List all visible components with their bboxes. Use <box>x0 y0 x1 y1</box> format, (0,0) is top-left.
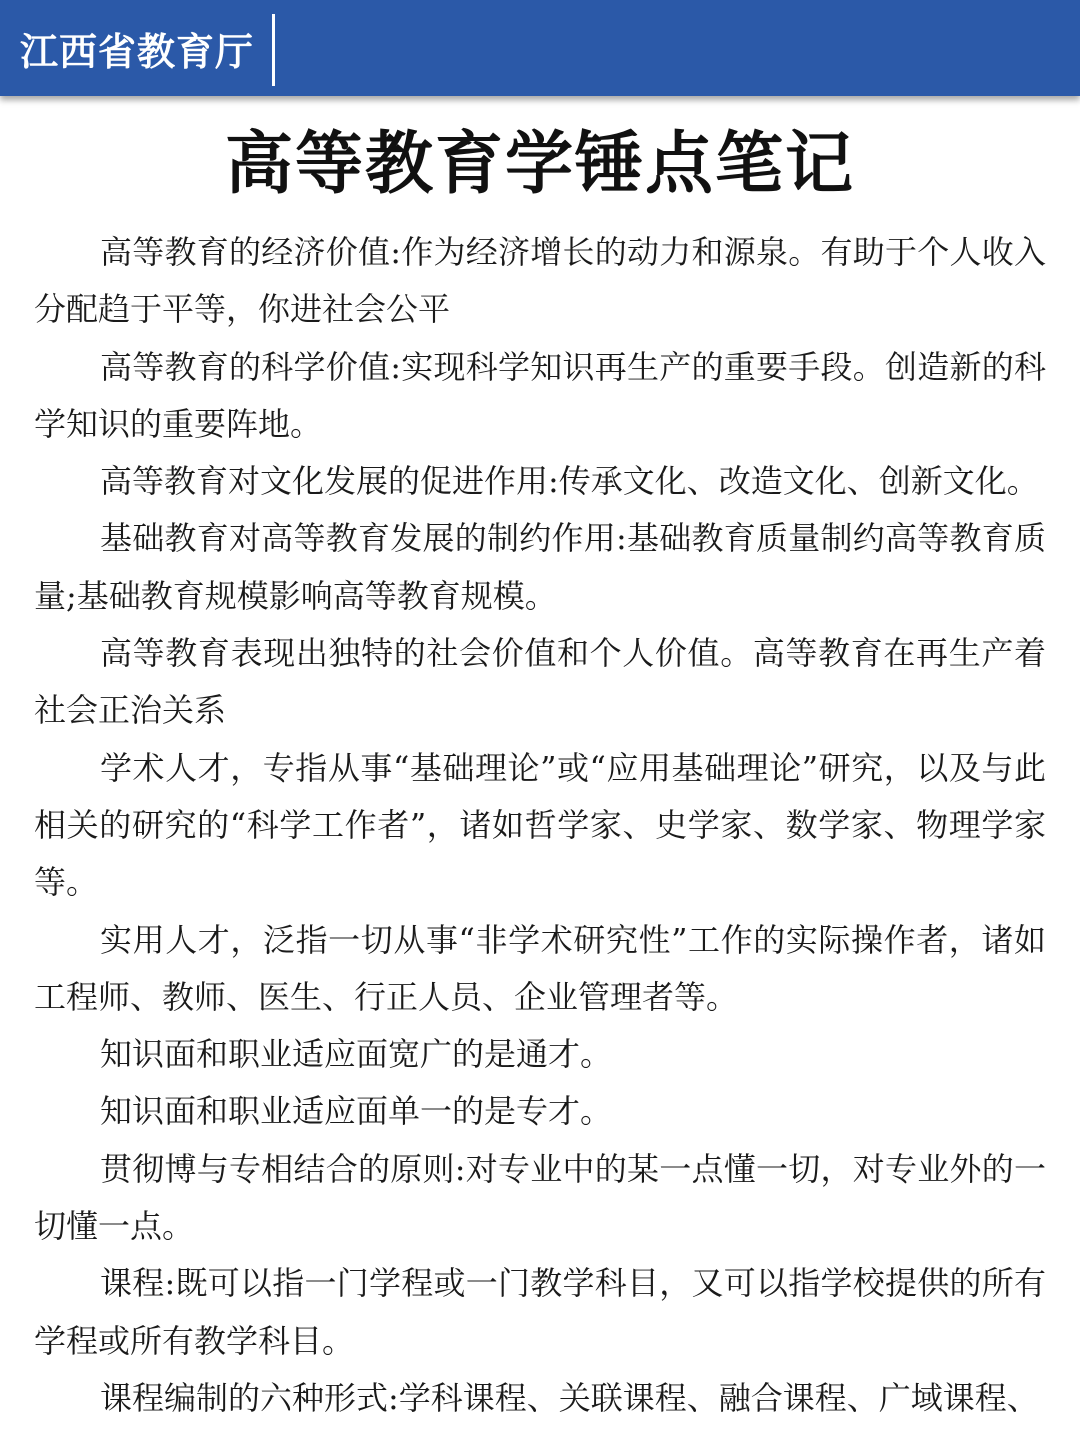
article-body <box>34 224 1046 1439</box>
paragraph: 贯彻博与专相结合的原则:对专业中的某一点懂一切，对专业外的一切懂一点。 <box>34 1149 1046 1246</box>
header-divider <box>272 14 275 86</box>
paragraph: 知识面和职业适应面单一的是专才。 <box>100 1092 613 1131</box>
paragraph: 高等教育的科学价值:实现科学知识再生产的重要手段。创造新的科学知识的重要阵地。 <box>34 347 1046 443</box>
paragraph: 课程编制的六种形式:学科课程、关联课程、融合课程、广域课程、 <box>100 1378 1039 1417</box>
paragraph: 高等教育的经济价值:作为经济增长的动力和源泉。有助于个人收入分配趋于平等，你进社会公平 <box>34 233 1046 329</box>
paragraph: 基础教育对高等教育发展的制约作用:基础教育质量制约高等教育质量;基础教育规模影响高等教育规模。 <box>34 519 1046 615</box>
paragraph: 课程:既可以指一门学程或一门教学科目，又可以指学校提供的所有学程或所有教学科目。 <box>34 1264 1046 1360</box>
paragraph: 高等教育表现出独特的社会价值和个人价值。高等教育在再生产着社会正治关系 <box>34 634 1046 730</box>
page-title: 高等教育学锤点笔记 <box>224 124 855 204</box>
paragraph: 高等教育对文化发展的促进作用:传承文化、改造文化、创新文化。 <box>100 462 1039 501</box>
org-name: 江西省教育厅 <box>20 30 255 74</box>
paragraph: 实用人才，泛指一切从事“非学术研究性”工作的实际操作者，诸如工程师、教师、医生、行正人员、企业管理者等。 <box>34 920 1046 1016</box>
header-bar <box>0 0 1080 96</box>
paragraph: 学术人才，专指从事“基础理论”或“应用基础理论”研究，以及与此相关的研究的“科学工作者”，诸如哲学家、史学家、数学家、物理学家等。 <box>34 748 1046 902</box>
paragraph: 知识面和职业适应面宽广的是通才。 <box>100 1035 613 1074</box>
